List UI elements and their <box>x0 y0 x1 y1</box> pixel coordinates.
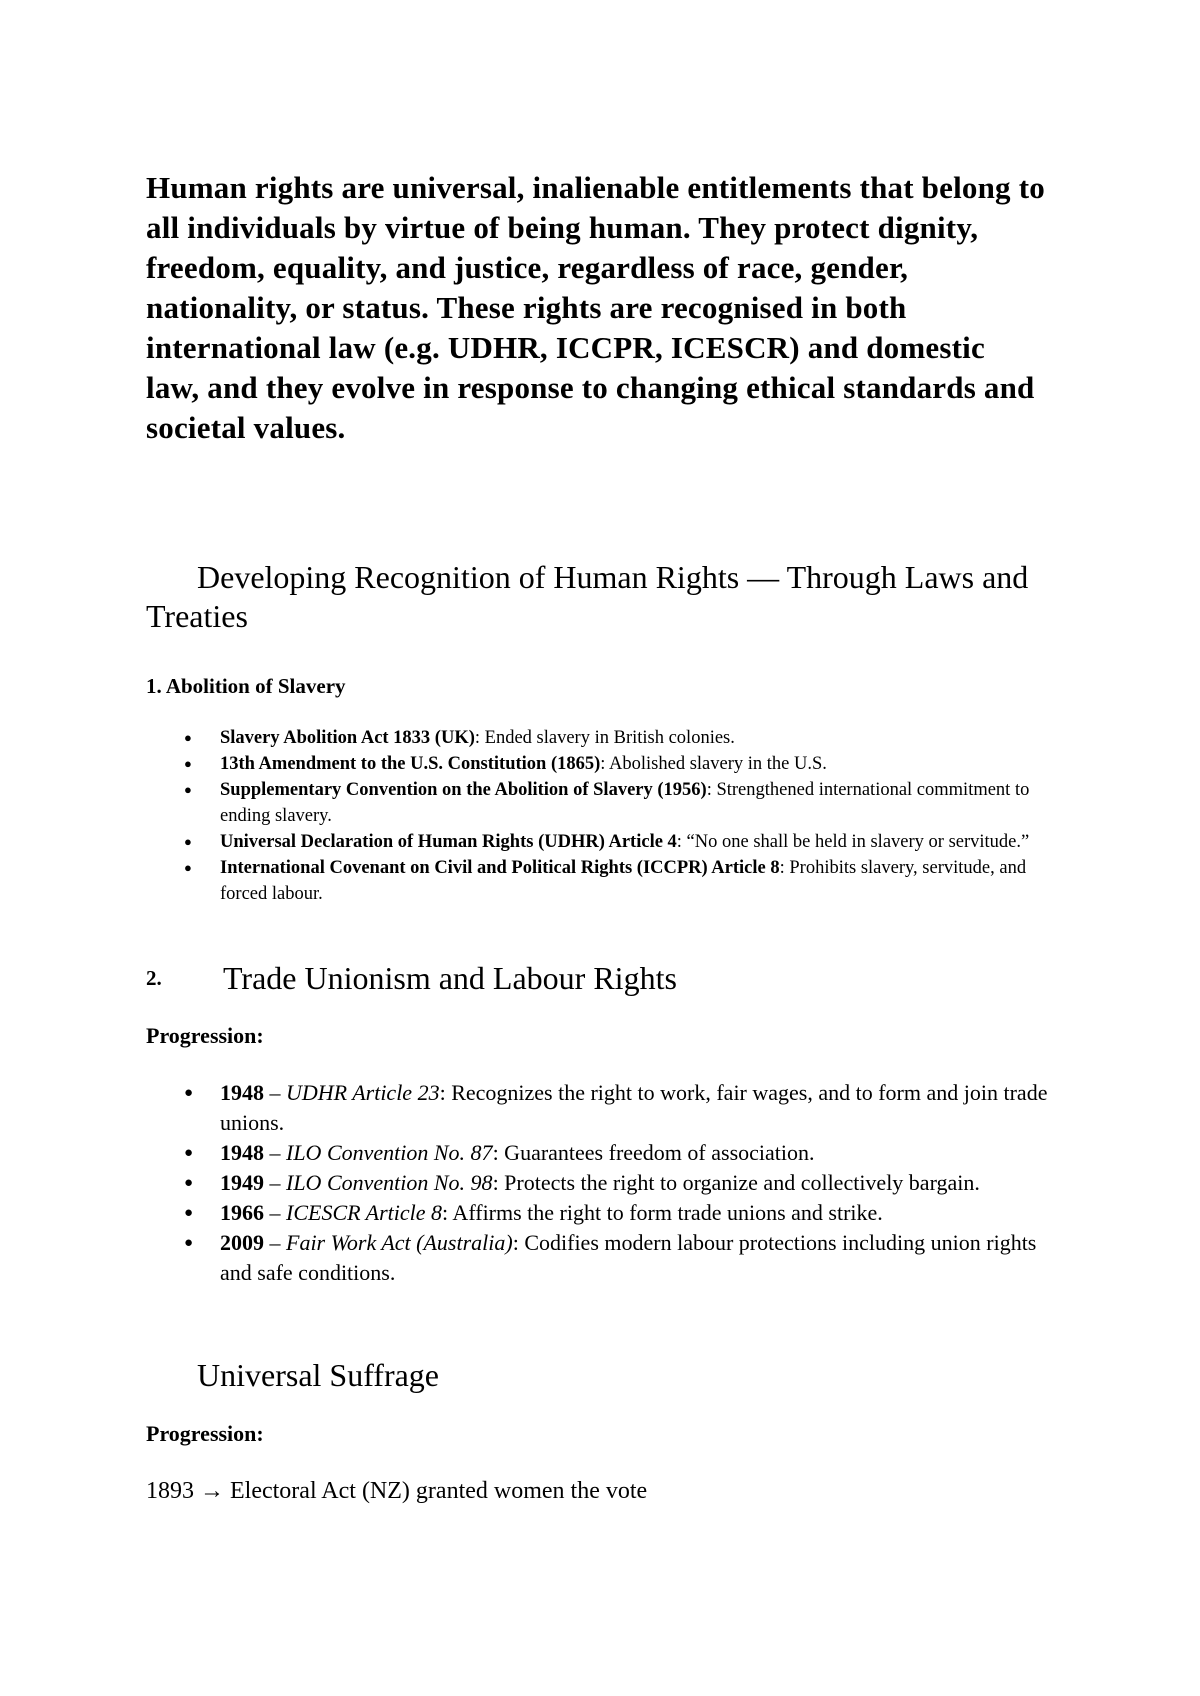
item-title: Supplementary Convention on the Abolition of Slavery (1956) <box>220 780 707 800</box>
bullet-icon: ● <box>184 1235 194 1251</box>
section3-heading: Universal Suffrage <box>197 1357 439 1393</box>
intro-paragraph: Human rights are universal, inalienable entitlements that belong to all individuals by virtue of being human. They protect dignity, freedom, equality, and justice, regardless of race, gender, nationality, or status. These rights are recognised in both international law (e.g. UDHR, ICCPR, ICESCR) and domestic law, and they evolve in response to changing ethical standards and societal values. <box>146 170 1045 445</box>
item-text: : Abolished slavery in the U.S. <box>600 754 827 774</box>
labour-rights-list <box>146 1078 1066 1288</box>
item-text: : Protects the right to organize and collectively bargain. <box>492 1170 980 1195</box>
item-text: : Affirms the right to form trade unions and strike. <box>442 1200 883 1225</box>
item-instrument: ILO Convention No. 87 <box>286 1140 493 1165</box>
item-dash: – <box>264 1140 286 1165</box>
item-instrument: ICESCR Article 8 <box>286 1200 443 1225</box>
bullet-icon: ● <box>184 1175 194 1191</box>
list-item <box>146 1228 1066 1288</box>
main-heading: Developing Recognition of Human Rights — Through Laws and Treaties <box>146 559 1029 634</box>
item-text: : Codifies modern labour protections including union rights and safe conditions. <box>220 1230 1037 1285</box>
item-instrument: Fair Work Act (Australia) <box>286 1230 513 1255</box>
bullet-icon: ● <box>184 756 192 771</box>
bullet-icon: ● <box>184 1145 194 1161</box>
bullet-icon: ● <box>184 834 192 849</box>
section2-title: Trade Unionism and Labour Rights <box>223 960 677 996</box>
item-text: : Prohibits slavery, servitude, and forced labour. <box>220 858 1027 904</box>
bullet-icon: ● <box>184 730 192 745</box>
bullet-icon: ● <box>184 1085 194 1101</box>
item-dash: – <box>264 1230 286 1255</box>
item-title: 13th Amendment to the U.S. Constitution (1865) <box>220 754 601 774</box>
slavery-list <box>146 725 1066 907</box>
list-item <box>146 829 1066 855</box>
list-item <box>146 725 1066 751</box>
list-item <box>146 1138 1066 1168</box>
list-item <box>146 751 1066 777</box>
list-item <box>146 855 1066 907</box>
section2-number: 2. <box>146 966 162 990</box>
item-text: : “No one shall be held in slavery or servitude.” <box>676 832 1030 852</box>
item-text: : Strengthened international commitment to ending slavery. <box>220 780 1030 826</box>
bullet-icon: ● <box>184 1205 194 1221</box>
list-item <box>146 1198 1066 1228</box>
bullet-icon: ● <box>184 782 192 797</box>
item-dash: – <box>264 1200 286 1225</box>
item-year: 1966 <box>220 1200 264 1225</box>
section2-progression-label: Progression: <box>146 1023 264 1048</box>
item-title: Slavery Abolition Act 1833 (UK) <box>220 728 475 748</box>
item-text: : Guarantees freedom of association. <box>492 1140 815 1165</box>
item-year: 1949 <box>220 1170 264 1195</box>
item-title: Universal Declaration of Human Rights (UDHR) Article 4 <box>220 832 677 852</box>
item-year: 2009 <box>220 1230 264 1255</box>
item-instrument: ILO Convention No. 98 <box>286 1170 493 1195</box>
item-year: 1948 <box>220 1140 264 1165</box>
item-dash: – <box>264 1080 286 1105</box>
section1-heading: 1. Abolition of Slavery <box>146 674 346 698</box>
list-item <box>146 1168 1066 1198</box>
item-dash: – <box>264 1170 286 1195</box>
item-text: : Ended slavery in British colonies. <box>474 728 735 748</box>
list-item <box>146 1078 1066 1138</box>
section3-progression-label: Progression: <box>146 1421 264 1446</box>
list-item <box>146 777 1066 829</box>
item-text: : Recognizes the right to work, fair wages, and to form and join trade unions. <box>220 1080 1048 1135</box>
bullet-icon: ● <box>184 860 192 875</box>
suffrage-entry: 1893 → Electoral Act (NZ) granted women the vote <box>146 1478 648 1504</box>
item-title: International Covenant on Civil and Political Rights (ICCPR) Article 8 <box>220 858 780 878</box>
item-year: 1948 <box>220 1080 264 1105</box>
section2-heading <box>146 958 1046 998</box>
item-instrument: UDHR Article 23 <box>286 1080 440 1105</box>
